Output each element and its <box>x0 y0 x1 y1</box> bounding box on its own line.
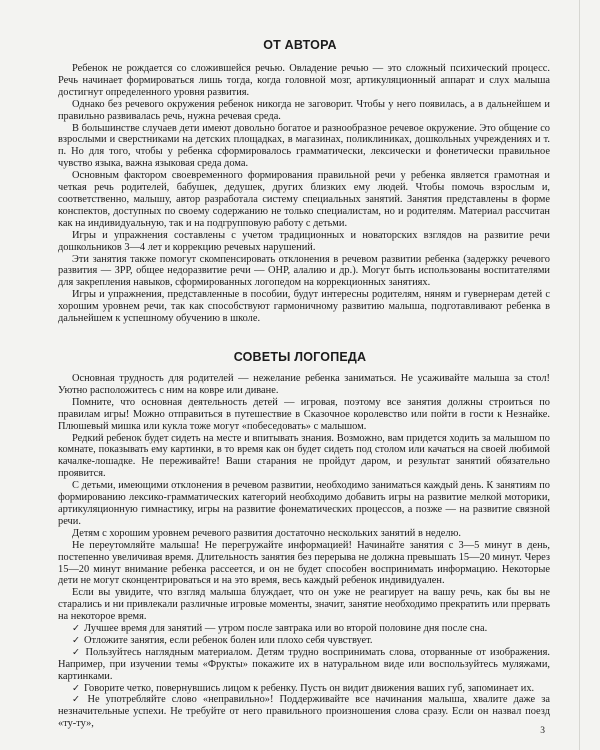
author-paragraph: Игры и упражнения составлены с учетом традиционных и новаторских взглядов на развитие речи дошкольников 3—4 лет и коррекцию речевых нарушений. <box>58 229 550 253</box>
checklist-item <box>58 647 550 683</box>
tips-section <box>58 373 550 730</box>
tips-paragraph: Не переутомляйте малыша! Не перегружайте информацией! Начинайте занятия с 3—5 минут в день, постепенно увеличивая время. Длительность занятия без перерыва не должна превышать 15—20 минут. Через 15—20 минут внимание ребенка рассеется, и он не будет способен воспринимать информацию. Некоторые дети не могут сконцентрироваться и на это время, весь каждый ребенок индивидуален. <box>58 539 550 587</box>
section-title-author: ОТ АВТОРА <box>263 38 337 52</box>
author-paragraph: Ребенок не рождается со сложившейся речью. Овладение речью — это сложный психический процесс. Речь начинает формироваться лишь тогда, когда головной мозг, артикуляционный аппарат и слух малыша достигнут определенного уровня развития. <box>58 63 550 98</box>
tips-checklist <box>58 623 550 730</box>
author-paragraph: Эти занятия также помогут скомпенсировать отклонения в речевом развитии ребенка (задержку речевого развития — ЗРР, общее недоразвитие речи — ОНР, алалию и др.). Могут быть использованы воспитателями для закрепления навыков, сформированных логопедом на коррекционных занятиях. <box>58 253 550 289</box>
page-number: 3 <box>540 726 545 736</box>
checklist-item-text: Отложите занятия, если ребенок болен или плохо себя чувствует. <box>83 634 373 646</box>
section-title-tips: СОВЕТЫ ЛОГОПЕДА <box>233 350 367 364</box>
tips-paragraph: Если вы увидите, что взгляд малыша блуждает, что он уже не реагирует на вашу речь, как бы вы не старались и ни привлекали различные игровые моменты, значит, занятие необходимо прекратить или прервать на некоторое время. <box>58 587 550 623</box>
tips-paragraph: Детям с хорошим уровнем речевого развития достаточно нескольких занятий в неделю. <box>72 527 461 539</box>
page-edge-divider <box>579 0 580 750</box>
author-section <box>58 63 550 325</box>
checklist-item-text: Говорите четко, повернувшись лицом к ребенку. Пусть он видит движения ваших губ, запоминает их. <box>83 682 535 694</box>
checkmark-icon: ✓ <box>72 682 80 694</box>
tips-paragraph: С детьми, имеющими отклонения в речевом развитии, необходимо заниматься каждый день. К занятиям по формированию лексико-грамматических категорий необходимо добавить игры на развитие мелкой моторики, артикуляционную гимнастику, игры на развитие фонематических процессов, а позже — на развитие связной речи. <box>58 480 550 527</box>
author-paragraph: Однако без речевого окружения ребенок никогда не заговорит. Чтобы у него появилась, а в дальнейшем и правильно развивалась речь, нужна речевая среда. <box>58 98 550 122</box>
checkmark-icon: ✓ <box>72 646 82 658</box>
author-paragraph: Основным фактором своевременного формирования правильной речи у ребенка является грамотная и четкая речь родителей, бабушек, дедушек, других близких ему людей. Чтобы помочь взрослым и, соответственно, малышу, автор разработала систему специальных занятий. Занятия представлены в форме конспектов, доступных по своему содержанию не только специалистам, но и родителям. Материал рассчитан как на индивидуальную, так и на подгрупповую работу с детьми. <box>58 170 550 229</box>
checklist-item-text: Лучшее время для занятий — утром после завтрака или во второй половине дня после сна. <box>83 623 488 635</box>
checklist-item <box>58 694 550 730</box>
author-paragraph: Игры и упражнения, представленные в пособии, будут интересны родителям, няням и гувернерам детей с хорошим уровнем речи, так как способствуют гармоничному развитию малыша, подготавливают ребенка в дальнейшем к успешному обучению в школе. <box>58 289 550 325</box>
checklist-item <box>58 683 550 695</box>
tips-paragraph: Помните, что основная деятельность детей — игровая, поэтому все занятия должны строиться по правилам игры! Можно отправиться в путешествие в Сказочное королевство или пойти в гости к Незнайке. Плюшевый мишка или кукла тоже могут «побеседовать» с малышом. <box>58 396 550 432</box>
tips-paragraph: Редкий ребенок будет сидеть на месте и впитывать знания. Возможно, вам придется ходить за малышом по комнате, показывать ему картинки, в то время как он будет сидеть под столом или качаться на своей любимой качалке-лошадке. Не переживайте! Ваши старания не пройдут даром, и результат занятий обязательно проявится. <box>58 432 550 480</box>
checkmark-icon: ✓ <box>72 623 80 635</box>
checklist-item-text: Пользуйтесь наглядным материалом. Детям трудно воспринимать слова, оторванные от изображения. Например, при изучении темы «Фрукты» покажите их в натуральном виде или воспользуйтесь муляжами, картинками. <box>58 646 550 682</box>
checklist-item-text: Не употребляйте слово «неправильно»! Поддерживайте все начинания малыша, хвалите даже за незначительные успехи. Не требуйте от него правильного произношения слова сразу. Если он назвал поезд «ту-ту», <box>58 694 550 730</box>
tips-paragraph: Основная трудность для родителей — нежелание ребенка заниматься. Не усаживайте малыша за стол! Уютно расположитесь с ним на ковре или диване. <box>58 373 550 396</box>
checkmark-icon: ✓ <box>72 634 80 646</box>
checkmark-icon: ✓ <box>72 694 84 706</box>
checklist-item <box>58 623 550 635</box>
author-paragraph: В большинстве случаев дети имеют довольно богатое и разнообразное речевое окружение. Это общение со взрослыми и сверстниками на детских площадках, в магазинах, поликлиниках, дошкольных учреждениях и т. п. Но для того, чтобы у ребенка сформировалось грамматически, лексически и фонетически правильное чувство языка, важна языковая среда дома. <box>58 122 550 170</box>
checklist-item <box>58 635 550 647</box>
